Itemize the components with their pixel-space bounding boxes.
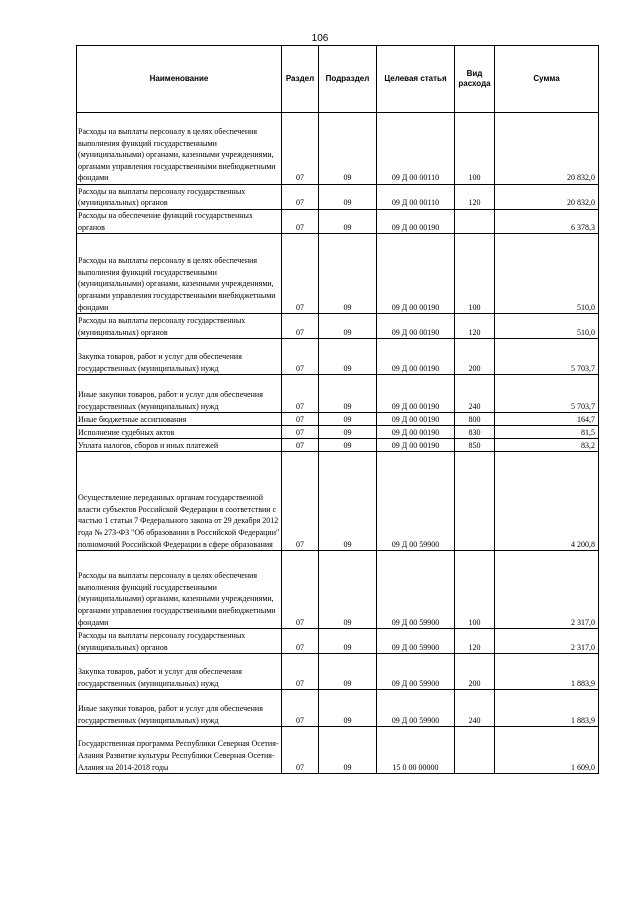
row-target-cell: 09 Д 00 59900 [377, 452, 455, 551]
table-row [77, 339, 599, 375]
table-body [77, 113, 599, 774]
row-target-cell: 09 Д 00 00190 [377, 375, 455, 413]
row-sum-cell: 81,5 [495, 426, 599, 439]
row-section-cell: 07 [282, 210, 319, 234]
row-kind-cell: 240 [455, 690, 495, 727]
row-sum-cell: 2 317,0 [495, 551, 599, 629]
table-row [77, 314, 599, 339]
row-subsection-cell: 09 [319, 339, 377, 375]
row-name-cell: Расходы на выплаты персоналу в целях обеспечения выполнения функций государственными (муниципальными) органами, казенными учреждениями, органами управления государственными внебюджетными фондами [77, 113, 282, 185]
page-number: 106 [311, 33, 329, 44]
row-sum-cell: 5 703,7 [495, 375, 599, 413]
row-name-cell: Осуществление переданных органам государственной власти субъектов Российской Федерации в соответствии с частью 1 статьи 7 Федерального закона от 29 декабря 2012 года № 273-ФЗ "Об образовании в Российской Федерации" полномочий Российской Федерации в сфере образования [77, 452, 282, 551]
row-target-cell: 09 Д 00 00190 [377, 339, 455, 375]
row-subsection-cell: 09 [319, 551, 377, 629]
row-target-cell: 09 Д 00 00190 [377, 413, 455, 426]
row-subsection-cell: 09 [319, 654, 377, 690]
row-name-cell: Закупка товаров, работ и услуг для обеспечения государственных (муниципальных) нужд [77, 654, 282, 690]
row-kind-cell [455, 210, 495, 234]
row-section-cell: 07 [282, 185, 319, 210]
row-sum-cell: 6 378,3 [495, 210, 599, 234]
row-name-cell: Расходы на выплаты персоналу государственных (муниципальных) органов [77, 314, 282, 339]
row-section-cell: 07 [282, 439, 319, 452]
table-row [77, 234, 599, 314]
row-subsection-cell: 09 [319, 210, 377, 234]
row-name-cell: Исполнение судебных актов [77, 426, 282, 439]
table-row [77, 426, 599, 439]
row-name-cell: Уплата налогов, сборов и иных платежей [77, 439, 282, 452]
row-kind-cell [455, 727, 495, 774]
row-target-cell: 09 Д 00 00190 [377, 314, 455, 339]
row-kind-cell: 240 [455, 375, 495, 413]
row-target-cell: 09 Д 00 00190 [377, 426, 455, 439]
row-kind-cell: 850 [455, 439, 495, 452]
row-target-cell: 09 Д 00 00110 [377, 113, 455, 185]
row-name-cell: Расходы на выплаты персоналу государственных (муниципальных) органов [77, 185, 282, 210]
row-target-cell: 15 0 00 00000 [377, 727, 455, 774]
row-section-cell: 07 [282, 234, 319, 314]
table-row [77, 185, 599, 210]
row-target-cell: 09 Д 00 59900 [377, 654, 455, 690]
header-subsection: Подраздел [319, 46, 377, 113]
row-section-cell: 07 [282, 339, 319, 375]
row-section-cell: 07 [282, 551, 319, 629]
row-section-cell: 07 [282, 654, 319, 690]
row-sum-cell: 510,0 [495, 234, 599, 314]
row-section-cell: 07 [282, 690, 319, 727]
row-name-cell: Расходы на обеспечение функций государственных органов [77, 210, 282, 234]
row-sum-cell: 510,0 [495, 314, 599, 339]
row-kind-cell: 120 [455, 185, 495, 210]
row-sum-cell: 1 609,0 [495, 727, 599, 774]
row-name-cell: Закупка товаров, работ и услуг для обеспечения государственных (муниципальных) нужд [77, 339, 282, 375]
row-target-cell: 09 Д 00 59900 [377, 629, 455, 654]
row-name-cell: Иные закупки товаров, работ и услуг для обеспечения государственных (муниципальных) нужд [77, 375, 282, 413]
row-kind-cell: 200 [455, 654, 495, 690]
row-name-cell: Расходы на выплаты персоналу государственных (муниципальных) органов [77, 629, 282, 654]
row-name-cell: Государственная программа Республики Северная Осетия-Алания Развитие культуры Республики Северная Осетия-Алания на 2014-2018 годы [77, 727, 282, 774]
row-target-cell: 09 Д 00 00190 [377, 210, 455, 234]
row-sum-cell: 4 200,8 [495, 452, 599, 551]
row-subsection-cell: 09 [319, 629, 377, 654]
table-row [77, 439, 599, 452]
row-name-cell: Расходы на выплаты персоналу в целях обеспечения выполнения функций государственными (муниципальными) органами, казенными учреждениями, органами управления государственными внебюджетными фондами [77, 551, 282, 629]
row-sum-cell: 20 832,0 [495, 113, 599, 185]
row-subsection-cell: 09 [319, 234, 377, 314]
row-subsection-cell: 09 [319, 727, 377, 774]
header-name: Наименование [77, 46, 282, 113]
row-kind-cell: 120 [455, 629, 495, 654]
row-section-cell: 07 [282, 629, 319, 654]
row-subsection-cell: 09 [319, 452, 377, 551]
row-kind-cell: 100 [455, 234, 495, 314]
header-target: Целевая статья [377, 46, 455, 113]
row-kind-cell: 120 [455, 314, 495, 339]
row-sum-cell: 2 317,0 [495, 629, 599, 654]
table-row [77, 210, 599, 234]
row-subsection-cell: 09 [319, 439, 377, 452]
row-sum-cell: 1 883,9 [495, 654, 599, 690]
table-row [77, 727, 599, 774]
row-kind-cell: 100 [455, 551, 495, 629]
table-row [77, 375, 599, 413]
table-row [77, 654, 599, 690]
row-sum-cell: 20 832,0 [495, 185, 599, 210]
row-target-cell: 09 Д 00 59900 [377, 690, 455, 727]
row-target-cell: 09 Д 00 59900 [377, 551, 455, 629]
row-sum-cell: 164,7 [495, 413, 599, 426]
header-sum: Сумма [495, 46, 599, 113]
row-kind-cell: 100 [455, 113, 495, 185]
row-kind-cell [455, 452, 495, 551]
row-subsection-cell: 09 [319, 690, 377, 727]
table-row [77, 452, 599, 551]
row-sum-cell: 83,2 [495, 439, 599, 452]
table-row [77, 629, 599, 654]
table-header-row [77, 46, 599, 113]
row-subsection-cell: 09 [319, 413, 377, 426]
row-target-cell: 09 Д 00 00190 [377, 439, 455, 452]
row-subsection-cell: 09 [319, 113, 377, 185]
row-section-cell: 07 [282, 426, 319, 439]
row-target-cell: 09 Д 00 00110 [377, 185, 455, 210]
table-row [77, 113, 599, 185]
table-row [77, 551, 599, 629]
row-subsection-cell: 09 [319, 314, 377, 339]
expenditure-table [76, 45, 599, 774]
row-kind-cell: 200 [455, 339, 495, 375]
row-section-cell: 07 [282, 413, 319, 426]
row-name-cell: Иные бюджетные ассигнования [77, 413, 282, 426]
row-target-cell: 09 Д 00 00190 [377, 234, 455, 314]
row-subsection-cell: 09 [319, 185, 377, 210]
row-section-cell: 07 [282, 452, 319, 551]
table-row [77, 690, 599, 727]
row-section-cell: 07 [282, 375, 319, 413]
row-subsection-cell: 09 [319, 375, 377, 413]
row-kind-cell: 800 [455, 413, 495, 426]
row-kind-cell: 830 [455, 426, 495, 439]
row-name-cell: Расходы на выплаты персоналу в целях обеспечения выполнения функций государственными (муниципальными) органами, казенными учреждениями, органами управления государственными внебюджетными фондами [77, 234, 282, 314]
row-sum-cell: 5 703,7 [495, 339, 599, 375]
row-section-cell: 07 [282, 314, 319, 339]
row-section-cell: 07 [282, 727, 319, 774]
row-subsection-cell: 09 [319, 426, 377, 439]
row-name-cell: Иные закупки товаров, работ и услуг для обеспечения государственных (муниципальных) нужд [77, 690, 282, 727]
row-sum-cell: 1 883,9 [495, 690, 599, 727]
table-row [77, 413, 599, 426]
row-section-cell: 07 [282, 113, 319, 185]
header-kind: Вид расхода [455, 46, 495, 113]
header-section: Раздел [282, 46, 319, 113]
